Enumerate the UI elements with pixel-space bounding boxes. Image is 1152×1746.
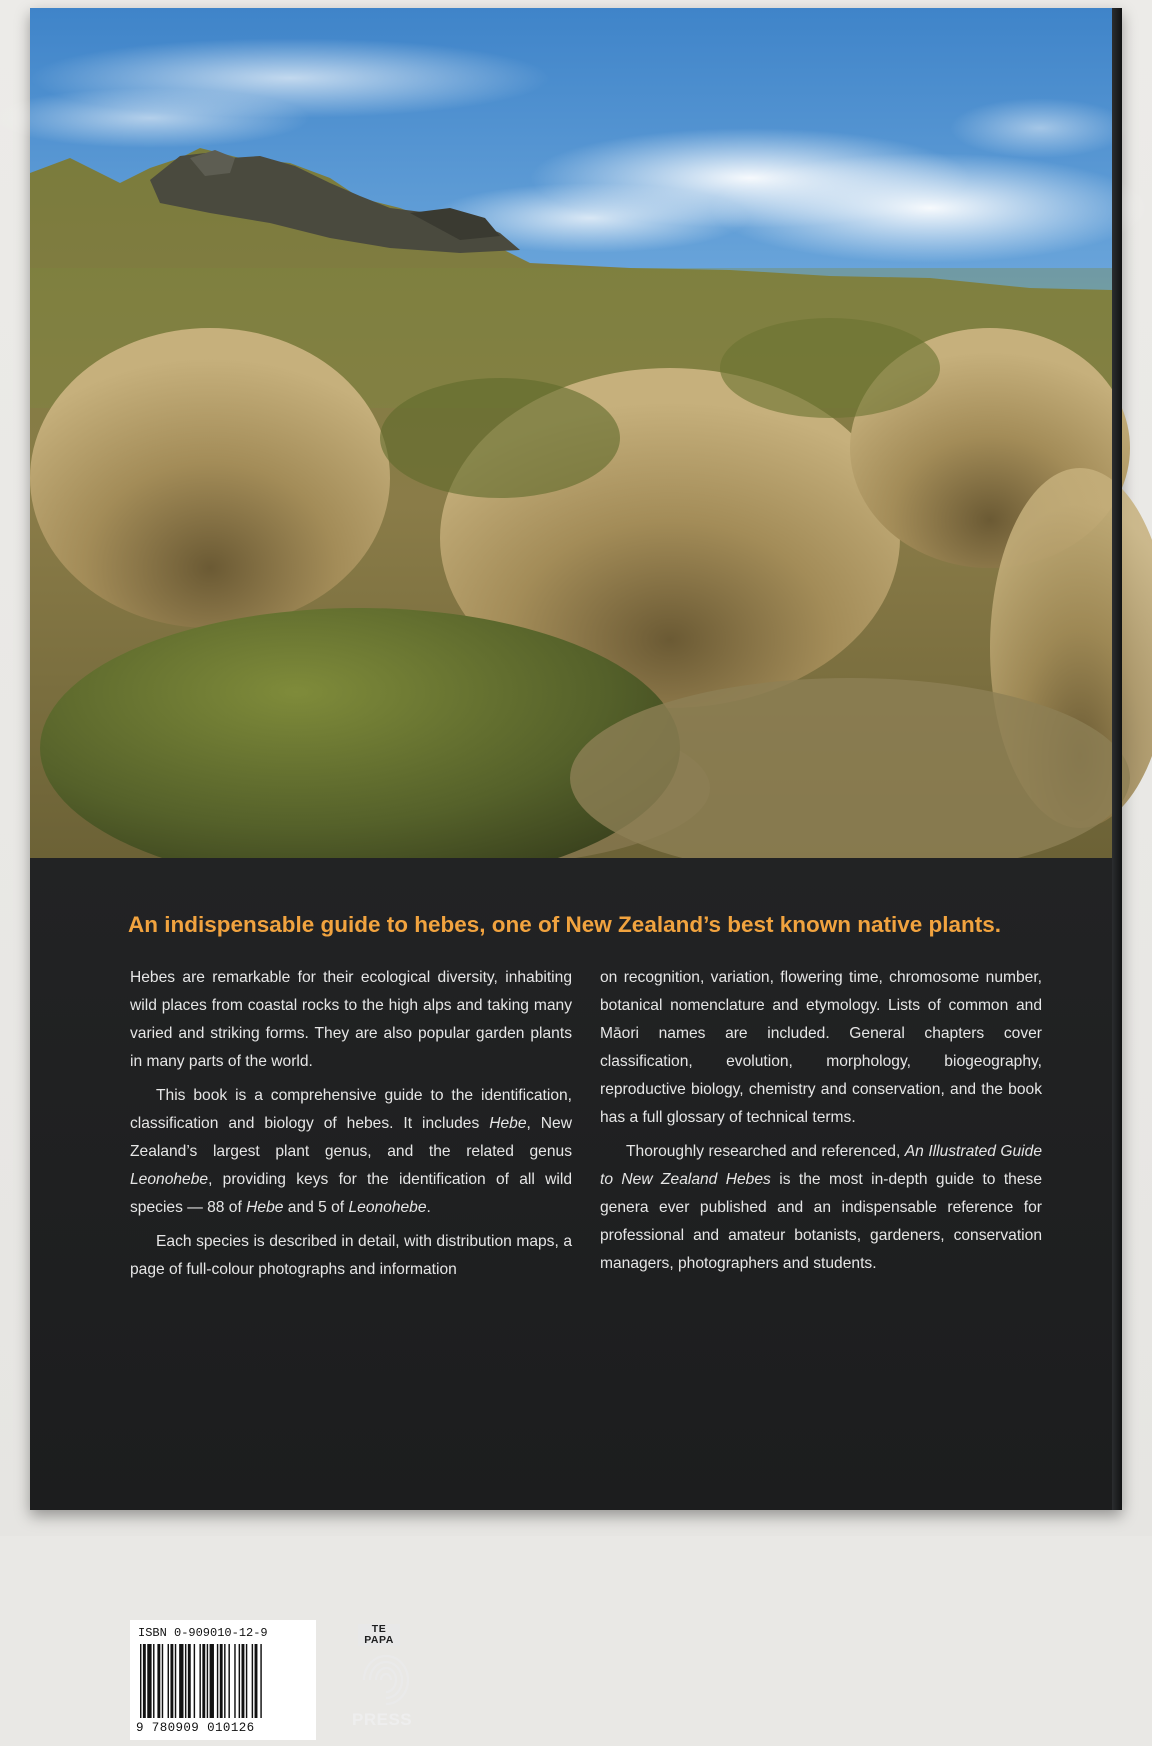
cover-photo — [30, 8, 1112, 858]
fingerprint-icon — [356, 1650, 416, 1710]
logo-bottom-text: PRESS — [352, 1710, 413, 1729]
barcode-bar — [162, 1644, 163, 1718]
barcode-bar — [185, 1644, 186, 1718]
barcode-bar — [234, 1644, 235, 1718]
ean-number: 9 780909 010126 — [136, 1721, 255, 1735]
paragraph-1: Hebes are remarkable for their ecological diversity, inhabiting wild places from coastal rocks to the high alps and taking many varied and striking forms. They are also popular garden plants in many parts of the world. — [130, 969, 572, 1070]
barcode-bar — [220, 1644, 223, 1718]
barcode-bar — [140, 1644, 141, 1718]
barcode-bar — [168, 1644, 169, 1718]
logo-top-text: TE PAPA — [358, 1624, 400, 1646]
barcode-bar — [210, 1644, 214, 1718]
barcode-bar — [252, 1644, 253, 1718]
barcode-bar — [153, 1644, 154, 1718]
barcode-bar — [170, 1644, 173, 1718]
left-column — [130, 964, 572, 1284]
barcode-bar — [175, 1644, 176, 1718]
barcode-bar — [246, 1644, 247, 1718]
paragraph-5: Thoroughly researched and referenced, An Illustrated Guide to New Zealand Hebes is the most in-depth guide to these genera ever published and an indispensable reference for professional and amateur botanists, gardeners, conservation managers, photographers and students. — [600, 1143, 1042, 1272]
barcode-bar — [239, 1644, 240, 1718]
te-papa-press-logo — [346, 1612, 426, 1746]
right-column — [600, 964, 1042, 1278]
barcode-bar — [143, 1644, 146, 1718]
paragraph-4: on recognition, variation, flowering time, chromosome number, botanical nomenclature and etymology. Lists of common and Māori names are included. General chapters cover classification, evolution, morphology, biogeography, reproductive biology, chemistry and conservation, and the book has a full glossary of technical terms. — [600, 969, 1042, 1126]
barcode-bar — [255, 1644, 258, 1718]
isbn-barcode — [130, 1620, 316, 1740]
text-panel — [30, 858, 1112, 1735]
tagline: An indispensable guide to hebes, one of New Zealand’s best known native plants. — [128, 912, 1002, 937]
book-back-cover — [30, 8, 1122, 1735]
spine-edge — [1112, 8, 1122, 1510]
tussock-landscape-image — [30, 8, 1112, 858]
paragraph-3: Each species is described in detail, with distribution maps, a page of full-colour photographs and information — [130, 1233, 572, 1278]
barcode-bar — [260, 1644, 261, 1718]
barcode-bar — [157, 1644, 160, 1718]
barcode-bar — [147, 1644, 151, 1718]
barcode-bar — [194, 1644, 195, 1718]
paragraph-2: This book is a comprehensive guide to the identification, classification and biology of hebes. It includes Hebe, New Zealand’s largest plant genus, and the related genus Leonohebe, providing keys for the identification of all wild species — 88 of Hebe and 5 of Leonohebe. — [130, 1087, 572, 1216]
barcode-bar — [188, 1644, 191, 1718]
barcode-bar — [242, 1644, 245, 1718]
barcode-bar — [202, 1644, 205, 1718]
barcode-bar — [199, 1644, 200, 1718]
barcode-bar — [217, 1644, 218, 1718]
barcode-bar — [179, 1644, 183, 1718]
isbn-label: ISBN 0-909010-12-9 — [138, 1626, 268, 1640]
barcode-bar — [224, 1644, 225, 1718]
barcode-bar — [228, 1644, 229, 1718]
barcode-bar — [207, 1644, 208, 1718]
